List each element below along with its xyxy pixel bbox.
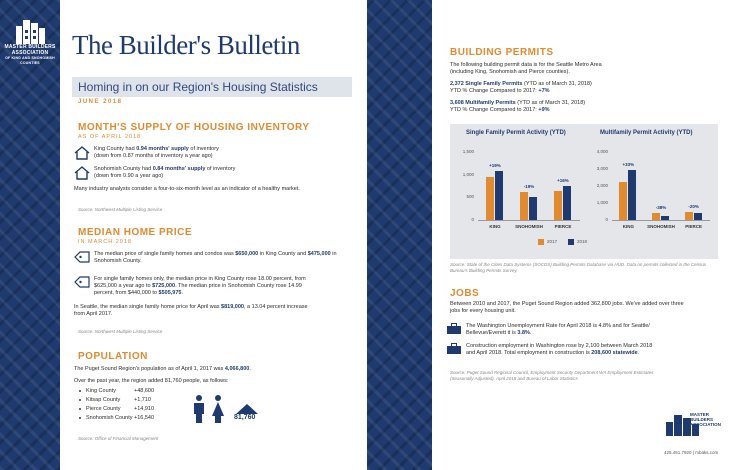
category-label: PIERCE: [554, 224, 572, 229]
left-decorative-border: [0, 0, 60, 470]
footer-phone: 425.451.7920: [664, 450, 692, 455]
y-tick-label: 2,000: [596, 183, 608, 188]
bar-2018: [628, 170, 636, 220]
logo-line-1: MASTER BUILDERS: [4, 44, 56, 50]
jobs-heading: JOBS: [450, 288, 480, 299]
category-label: SNOHOMISH: [647, 224, 675, 229]
median-p2: For single family homes only, the median price in King County rose 18.00 percent, from $625,000 a year ago to $725,000. The median price in Snohomish County rose 14.99 percent, from $440,000 to $505,975.: [94, 276, 306, 296]
population-source: Source: Office of Financial Management: [78, 436, 159, 441]
data-label: -20%: [688, 203, 699, 209]
bar-2017: [554, 191, 562, 220]
population-list: [78, 388, 178, 424]
mba-logo: [4, 16, 56, 66]
population-change: +1,710: [134, 397, 151, 403]
legend-swatch-2018: [568, 239, 574, 245]
y-tick-label: 1,000: [596, 200, 608, 205]
house-icon: [74, 166, 90, 180]
bar-2017: [685, 212, 693, 220]
jobs-intro: Between 2010 and 2017, the Puget Sound Region added 362,800 jobs. We've added over three jobs for every housing unit.: [450, 301, 684, 314]
legend-label-2018: 2018: [577, 239, 588, 244]
supply-heading: MONTH'S SUPPLY OF HOUSING INVENTORY: [78, 122, 310, 133]
population-row: [78, 406, 178, 415]
median-p1: The median price of single family homes and condos was $650,000 in King County and $475,000 in Snohomish County.: [94, 251, 337, 264]
up-arrow-icon: [236, 404, 258, 414]
bullet-icon: [79, 399, 81, 401]
y-tick-label: 3,000: [596, 166, 608, 171]
permits-single-family: 2,372 Single Family Permits (YTD as of March 31, 2018) YTD % Change Compared to 2017: +7%: [450, 81, 592, 94]
population-total-added: 81,760: [234, 414, 256, 421]
category-label: KING: [489, 224, 501, 229]
y-tick-label: 4,000: [596, 149, 608, 154]
jobs-unemployment: The Washington Unemployment Rate for April 2018 is 4.8% and for Seattle/ Bellevue/Everett it is 3.8%.: [466, 323, 650, 336]
left-page: [60, 0, 367, 470]
median-subheading: IN MARCH 2018: [78, 239, 132, 245]
chart-title: Multifamily Permit Activity (YTD): [600, 130, 693, 136]
footer-web-link[interactable]: mbaks.com: [695, 450, 719, 455]
y-tick-label: 500: [466, 194, 474, 200]
supply-snohomish: Snohomish County had 0.84 months' supply of inventory (down from 0.90 a year ago): [94, 166, 236, 179]
supply-note: Many industry analysts consider a four-to-six-month level as an indicator of a healthy market.: [74, 186, 300, 192]
bullet-icon: [79, 390, 81, 392]
x-axis-line: [612, 220, 710, 221]
bar-2018: [694, 213, 702, 220]
population-county: Kitsap County: [86, 397, 121, 403]
supply-source: Source: Northwest Multiple Listing Service: [78, 207, 163, 212]
bar-2018: [661, 216, 669, 220]
population-added-line: Over the past year, the region added 81,760 people, as follows:: [74, 378, 229, 384]
population-row: [78, 397, 178, 406]
legend-swatch-2017: [538, 239, 544, 245]
population-county: King County: [86, 388, 116, 394]
data-label: +19%: [489, 162, 501, 168]
category-label: SNOHOMISH: [515, 224, 543, 229]
center-decorative-border: [367, 0, 432, 470]
population-total-line: The Puget Sound Region's population as of April 1, 2017 was 4,066,800.: [74, 366, 251, 372]
category-label: PIERCE: [685, 224, 703, 229]
population-county: Snohomish County: [86, 415, 133, 421]
supply-subheading: AS OF APRIL 2018: [78, 134, 142, 140]
permits-intro: The following building permit data is for the Seattle Metro Area (including King, Snohomish and Pierce counties).: [450, 62, 602, 75]
x-axis-line: [478, 220, 580, 221]
bar-2017: [486, 177, 494, 220]
population-row: [78, 388, 178, 397]
subtitle-bar: [72, 77, 352, 97]
data-label: +33%: [622, 161, 635, 167]
supply-king: King County had 0.94 months' supply of inventory (down from 0.87 months of inventory a year ago): [94, 146, 219, 159]
issue-date: JUNE 2018: [78, 99, 123, 105]
footer-logo-text: MASTER BUILDERS ASSOCIATION: [690, 412, 721, 427]
footer-contact: [664, 450, 718, 455]
briefcase-icon: [446, 343, 462, 355]
footer-separator: |: [692, 450, 694, 455]
house-icon: [74, 146, 90, 160]
population-heading: POPULATION: [78, 351, 148, 362]
data-label: -19%: [523, 183, 535, 189]
logo-line-3: OF KING AND SNOHOMISH COUNTIES: [5, 56, 55, 65]
price-tag-icon: [74, 276, 90, 288]
median-heading: MEDIAN HOME PRICE: [78, 227, 193, 238]
chart-title: Single Family Permit Activity (YTD): [466, 130, 566, 136]
population-county: Pierce County: [86, 406, 121, 412]
bar-2018: [495, 171, 503, 220]
data-label: +16%: [557, 177, 569, 183]
jobs-construction: Construction employment in Washington rose by 2,100 between March 2018 and April 2018. Total employment in construction is 208,600 statewide.: [466, 343, 653, 356]
bar-2017: [619, 182, 627, 220]
permits-heading: BUILDING PERMITS: [450, 47, 554, 58]
median-p3: In Seattle, the median single family home price for April was $819,000, a 13.04 percent increase from April 2017.: [74, 304, 308, 317]
median-source: Source: Northwest Multiple Listing Service: [78, 329, 163, 334]
price-tag-icon: [74, 251, 90, 263]
bullet-icon: [79, 408, 81, 410]
data-label: -38%: [655, 204, 667, 210]
briefcase-icon: [446, 323, 462, 335]
y-tick-label: 0: [471, 217, 474, 222]
chart-legend: [538, 236, 598, 248]
logo-line-2: ASSOCIATION: [11, 50, 49, 56]
population-change: +48,600: [134, 388, 155, 394]
jobs-source: Source: Puget Sound Regional Council, Employment Security Department WA Employment Estimates (Seasonally Adjusted), April 2018 and Bureau of Labor Statistics: [450, 370, 654, 381]
bulletin-subtitle: Homing in on our Region's Housing Statistics: [78, 80, 318, 94]
permits-source: Source: State of the Cities Data Systems (SOCDS) Building Permits Database via HUD. Data on permits collected in the Census Bureau's Building Permits Survey.: [450, 262, 707, 273]
bar-2018: [563, 186, 571, 220]
y-tick-label: 1,500: [462, 149, 474, 154]
bullet-icon: [79, 417, 81, 419]
people-icon: [190, 394, 230, 424]
population-change: +16,540: [134, 415, 155, 421]
population-change: +14,910: [134, 406, 155, 412]
category-label: KING: [622, 224, 634, 229]
y-tick-label: 1,000: [462, 171, 474, 177]
bar-2017: [520, 192, 528, 220]
population-row: [78, 415, 178, 424]
permits-multifamily: 3,608 Multifamily Permits (YTD as of March 31, 2018) YTD % Change Compared to 2017: +9%: [450, 100, 586, 113]
bulletin-title: The Builder's Bulletin: [72, 30, 300, 60]
bar-2018: [529, 197, 537, 220]
legend-label-2017: 2017: [547, 239, 558, 244]
building-logo-icon: [12, 16, 48, 44]
y-tick-label: 0: [605, 217, 608, 222]
bar-2017: [652, 213, 660, 220]
